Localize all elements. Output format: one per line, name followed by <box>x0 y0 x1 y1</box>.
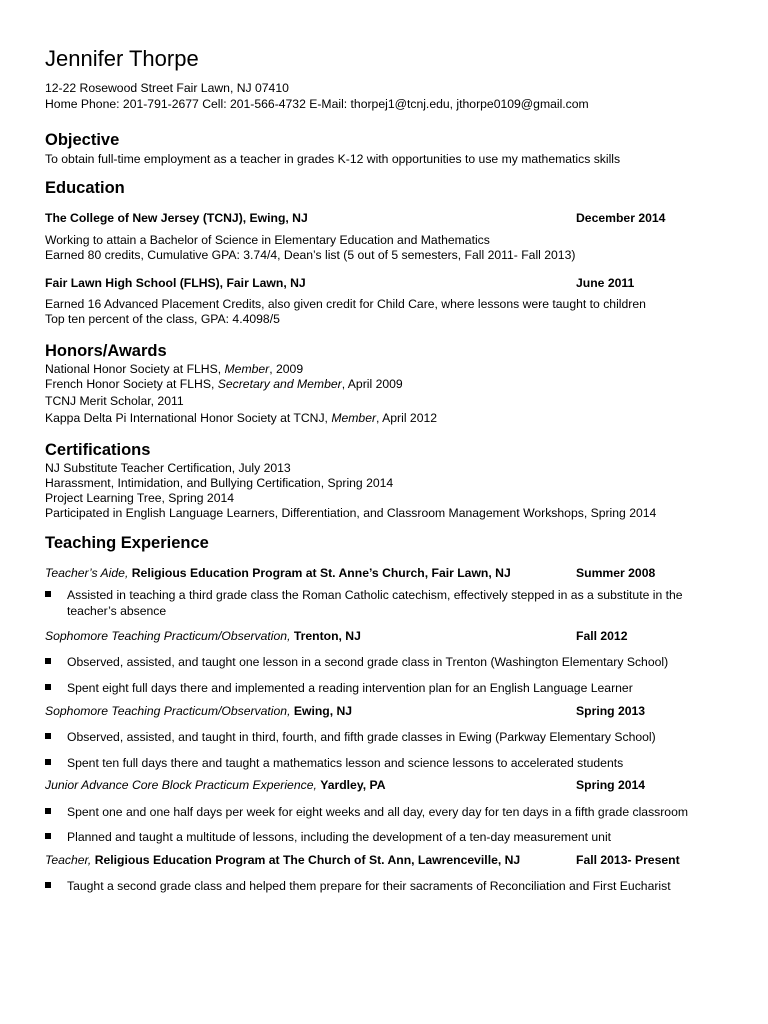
job-role: Teacher, <box>45 853 95 867</box>
job-header <box>45 566 725 581</box>
job-date: Spring 2013 <box>576 704 646 718</box>
education-detail: Earned 16 Advanced Placement Credits, also given credit for Child Care, where lessons were taught to children <box>45 297 646 311</box>
education-detail: Top ten percent of the class, GPA: 4.4098/5 <box>45 312 280 326</box>
bullet-square-icon <box>45 833 51 839</box>
certification-item: Participated in English Language Learners, Differentiation, and Classroom Management Workshops, Spring 2014 <box>45 506 657 520</box>
job-role: Junior Advance Core Block Practicum Experience, <box>45 778 321 792</box>
job-date: Spring 2014 <box>576 778 646 792</box>
objective-text: To obtain full-time employment as a teacher in grades K-12 with opportunities to use my mathematics skills <box>45 152 621 166</box>
job-bullet: Observed, assisted, and taught one lesson in a second grade class in Trenton (Washington Elementary School) <box>45 654 715 670</box>
job-org: Ewing, NJ <box>293 704 353 718</box>
school-date: December 2014 <box>576 211 666 225</box>
job-org: Yardley, PA <box>320 778 386 792</box>
honor-item: Kappa Delta Pi International Honor Society at TCNJ, Member, April 2012 <box>45 411 438 425</box>
bullet-square-icon <box>45 658 51 664</box>
bullet-square-icon <box>45 733 51 739</box>
certification-item: Project Learning Tree, Spring 2014 <box>45 491 235 505</box>
honor-item: French Honor Society at FLHS, Secretary and Member, April 2009 <box>45 377 403 391</box>
bullet-square-icon <box>45 759 51 765</box>
candidate-name: Jennifer Thorpe <box>45 46 199 71</box>
bullet-square-icon <box>45 808 51 814</box>
job-bullet: Taught a second grade class and helped them prepare for their sacraments of Reconciliation and First Eucharist <box>45 878 715 894</box>
education-detail: Earned 80 credits, Cumulative GPA: 3.74/4, Dean’s list (5 out of 5 semesters, Fall 2011- Fall 2013) <box>45 248 576 262</box>
honor-item: National Honor Society at FLHS, Member, 2009 <box>45 362 304 376</box>
certification-item: Harassment, Intimidation, and Bullying Certification, Spring 2014 <box>45 476 394 490</box>
job-header <box>45 704 725 719</box>
job-bullet: Spent ten full days there and taught a mathematics lesson and science lessons to accelerated students <box>45 755 715 771</box>
job-role: Sophomore Teaching Practicum/Observation, <box>45 629 294 643</box>
honors-heading: Honors/Awards <box>45 342 167 360</box>
job-role: Sophomore Teaching Practicum/Observation, <box>45 704 294 718</box>
bullet-square-icon <box>45 684 51 690</box>
certifications-heading: Certifications <box>45 441 151 459</box>
job-header <box>45 778 725 793</box>
job-date: Fall 2012 <box>576 629 628 643</box>
job-header <box>45 629 725 644</box>
experience-heading: Teaching Experience <box>45 534 209 552</box>
bullet-square-icon <box>45 591 51 597</box>
bullet-square-icon <box>45 882 51 888</box>
education-entry-header <box>45 276 725 291</box>
job-header <box>45 853 725 868</box>
job-bullet: Assisted in teaching a third grade class the Roman Catholic catechism, effectively stepped in as a substitute in the teacher’s absence <box>45 587 715 619</box>
job-date: Fall 2013- Present <box>576 853 680 867</box>
job-bullet: Planned and taught a multitude of lessons, including the development of a ten-day measurement unit <box>45 829 715 845</box>
education-detail: Working to attain a Bachelor of Science in Elementary Education and Mathematics <box>45 233 490 247</box>
job-org: Religious Education Program at St. Anne’s Church, Fair Lawn, NJ <box>131 566 511 580</box>
certification-item: NJ Substitute Teacher Certification, July 2013 <box>45 461 291 475</box>
job-role: Teacher’s Aide, <box>45 566 132 580</box>
school-name: Fair Lawn High School (FLHS), Fair Lawn, NJ <box>45 276 306 290</box>
job-bullet: Spent one and one half days per week for eight weeks and all day, every day for ten days in a fifth grade classroom <box>45 804 715 820</box>
objective-heading: Objective <box>45 131 120 149</box>
address-line: 12-22 Rosewood Street Fair Lawn, NJ 07410 <box>45 81 289 95</box>
job-date: Summer 2008 <box>576 566 656 580</box>
school-name: The College of New Jersey (TCNJ), Ewing, NJ <box>45 211 308 225</box>
job-bullet: Spent eight full days there and implemented a reading intervention plan for an English Language Learner <box>45 680 715 696</box>
education-heading: Education <box>45 179 125 197</box>
job-org: Religious Education Program at The Church of St. Ann, Lawrenceville, NJ <box>94 853 521 867</box>
education-entry-header <box>45 211 725 226</box>
job-org: Trenton, NJ <box>293 629 361 643</box>
contact-line: Home Phone: 201-791-2677 Cell: 201-566-4732 E-Mail: thorpej1@tcnj.edu, jthorpe0109@gmail.com <box>45 97 589 111</box>
job-bullet: Observed, assisted, and taught in third, fourth, and fifth grade classes in Ewing (Parkway Elementary School) <box>45 729 715 745</box>
honor-item: TCNJ Merit Scholar, 2011 <box>45 394 184 408</box>
school-date: June 2011 <box>576 276 635 290</box>
